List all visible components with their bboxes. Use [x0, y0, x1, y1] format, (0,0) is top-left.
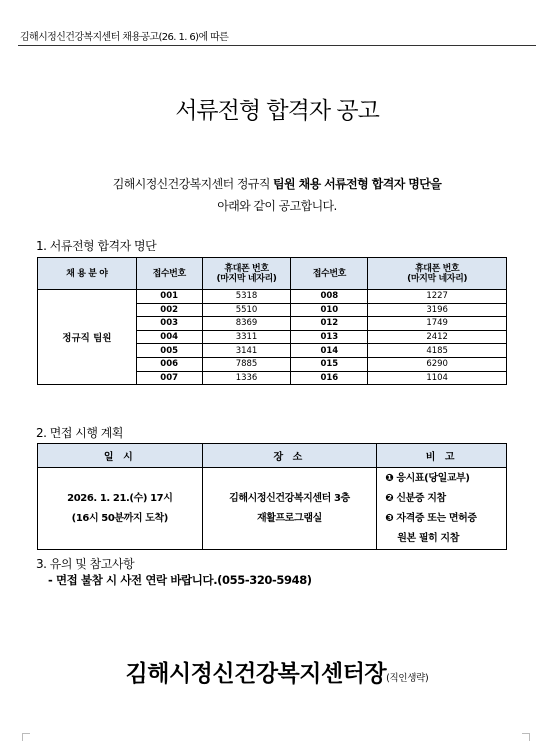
header-note: 비 고: [377, 444, 507, 468]
page-corner-mark: [522, 733, 530, 741]
phone-last-four: 6290: [368, 357, 507, 371]
phone-last-four: 5510: [202, 303, 291, 317]
receipt-number: 007: [136, 371, 202, 385]
phone-last-four: 7885: [202, 357, 291, 371]
section-3-heading: 3. 유의 및 참고사항: [36, 557, 135, 571]
signature-main: 김해시정신건강복지센터장: [125, 661, 387, 687]
header-field: 채 용 분 야: [38, 258, 137, 290]
receipt-number: 003: [136, 317, 202, 331]
phone-last-four: 8369: [202, 317, 291, 331]
caution-text: - 면접 불참 시 사전 연락 바랍니다.(055-320-5948): [48, 573, 312, 587]
phone-last-four: 4185: [368, 344, 507, 358]
receipt-number: 006: [136, 357, 202, 371]
phone-last-four: 1749: [368, 317, 507, 331]
header-num-2: 접수번호: [291, 258, 368, 290]
header-num-1: 접수번호: [136, 258, 202, 290]
interview-table: [37, 443, 507, 550]
receipt-number: 016: [291, 371, 368, 385]
section-2-heading: 2. 면접 시행 계획: [36, 426, 123, 440]
receipt-number: 008: [291, 290, 368, 304]
phone-last-four: 3141: [202, 344, 291, 358]
page-title: 서류전형 합격자 공고: [175, 98, 379, 124]
phone-last-four: 3196: [368, 303, 507, 317]
receipt-number: 005: [136, 344, 202, 358]
header-place: 장 소: [202, 444, 377, 468]
intro-text: [0, 173, 554, 217]
receipt-number: 002: [136, 303, 202, 317]
phone-last-four: 5318: [202, 290, 291, 304]
interview-table-header: [38, 444, 507, 468]
phone-last-four: 1336: [202, 371, 291, 385]
receipt-number: 010: [291, 303, 368, 317]
note-item: ❷ 신분증 지참: [385, 492, 446, 504]
receipt-number: 004: [136, 330, 202, 344]
note-item: 원본 필히 지참: [397, 532, 459, 544]
header-note: 김해시정신건강복지센터 채용공고(26. 1. 6)에 따른: [20, 32, 229, 43]
section-1-heading: 1. 서류전형 합격자 명단: [36, 239, 157, 253]
phone-last-four: 3311: [202, 330, 291, 344]
receipt-number: 012: [291, 317, 368, 331]
receipt-number: 013: [291, 330, 368, 344]
header-phone-1: 휴대폰 번호 (마지막 네자리): [202, 258, 291, 290]
phone-last-four: 1104: [368, 371, 507, 385]
intro-line-1-pre: 김해시정신건강복지센터 정규직: [112, 177, 274, 191]
note-item: ❶ 응시표(당일교부): [385, 472, 470, 484]
receipt-number: 014: [291, 344, 368, 358]
intro-line-1-bold: 팀원 채용 서류전형 합격자 명단: [273, 177, 431, 191]
note-item: ❸ 자격증 또는 면허증: [385, 512, 477, 524]
phone-last-four: 2412: [368, 330, 507, 344]
intro-line-1: [0, 173, 554, 195]
interview-date: 2026. 1. 21.(수) 17시 (16시 50분까지 도착): [38, 468, 203, 550]
page-corner-mark: [22, 733, 30, 741]
applicant-table: [37, 257, 507, 385]
intro-line-1-post: 을: [430, 177, 442, 191]
table-row: [38, 290, 507, 304]
receipt-number: 015: [291, 357, 368, 371]
signature: [0, 655, 554, 688]
header-divider: [18, 45, 536, 46]
signature-sub: (직인생략): [386, 673, 429, 684]
receipt-number: 001: [136, 290, 202, 304]
phone-last-four: 1227: [368, 290, 507, 304]
category-cell: 정규직 팀원: [38, 290, 137, 385]
interview-notes: [377, 468, 507, 550]
header-phone-2: 휴대폰 번호 (마지막 네자리): [368, 258, 507, 290]
applicant-table-header: [38, 258, 507, 290]
interview-row: [38, 468, 507, 550]
header-date: 일 시: [38, 444, 203, 468]
intro-line-2: 아래와 같이 공고합니다.: [217, 199, 337, 213]
interview-place: 김해시정신건강복지센터 3층 재활프로그램실: [202, 468, 377, 550]
